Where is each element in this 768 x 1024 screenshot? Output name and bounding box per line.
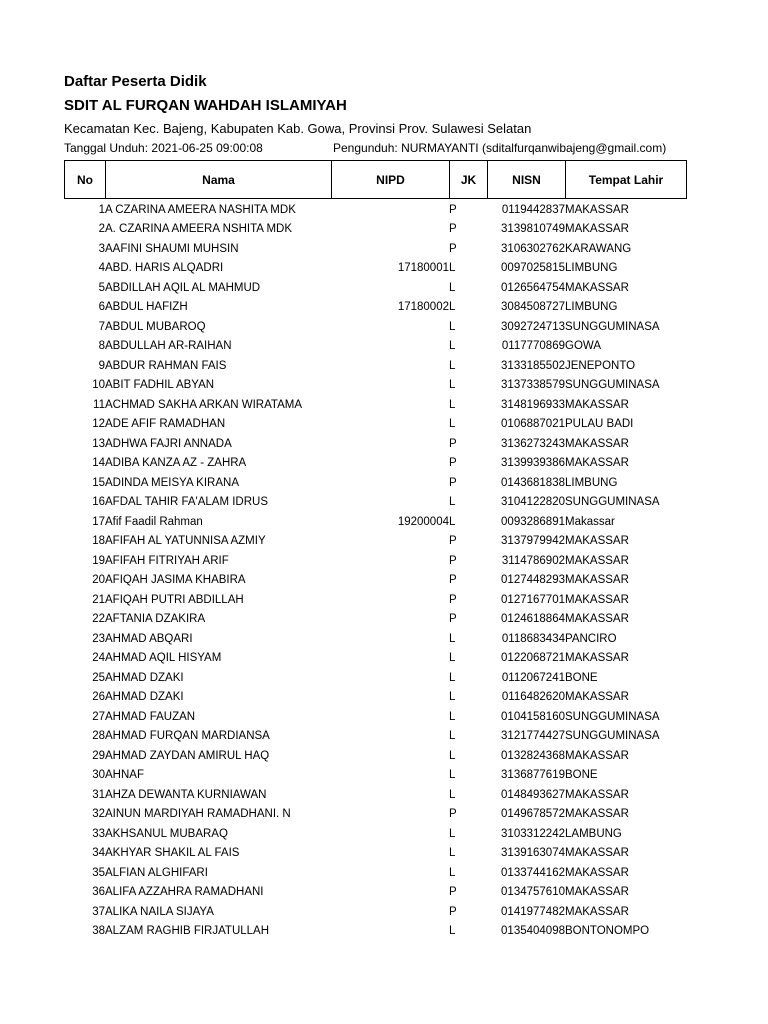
table-row [64,590,686,610]
student-nisn: 0112067241 [501,671,565,684]
student-table-body [64,200,686,941]
student-nipd [331,844,449,864]
header-tempat-lahir: Tempat Lahir [566,161,687,199]
student-gender: L [449,340,456,353]
table-row [64,629,686,649]
table-row [64,200,686,220]
student-birthplace: LAMBUNG [565,827,622,840]
table-row [64,532,686,552]
student-gender: L [449,671,456,684]
student-nisn: 0149678572 [501,808,565,821]
student-gender: L [449,281,456,294]
header-nipd: NIPD [332,161,450,199]
table-row [64,610,686,630]
student-name: AHMAD FURQAN MARDIANSA [105,730,270,743]
school-location: Kecamatan Kec. Bajeng, Kabupaten Kab. Gowa, Provinsi Prov. Sulawesi Selatan [64,121,532,136]
row-number: 27 [92,710,105,723]
student-gender: L [449,359,456,372]
student-gender: P [449,457,457,470]
row-number: 7 [98,320,105,333]
row-number: 28 [92,730,105,743]
student-name: AFIQAH PUTRI ABDILLAH [105,593,244,606]
student-nipd [331,532,449,552]
student-nisn: 0126564754 [501,281,565,294]
student-gender: L [449,730,456,743]
row-number: 2 [98,223,105,236]
student-name: ADHWA FAJRI ANNADA [105,437,232,450]
student-name: AKHYAR SHAKIL AL FAIS [105,847,240,860]
row-number: 22 [92,613,105,626]
student-nipd [331,902,449,922]
student-gender: L [449,847,456,860]
student-nisn: 3137338579 [501,379,565,392]
student-nisn: 0127448293 [501,574,565,587]
row-number: 17 [92,515,105,528]
student-nisn: 0118683434 [501,632,565,645]
row-number: 24 [92,652,105,665]
table-row [64,863,686,883]
row-number: 16 [92,496,105,509]
student-gender: L [449,301,456,314]
student-nipd [331,922,449,942]
student-nisn: 3148196933 [501,398,565,411]
student-nisn: 0119442837 [501,203,565,216]
student-gender: L [449,320,456,333]
student-nisn: 0133744162 [501,866,565,879]
student-nipd [331,200,449,220]
student-nipd [331,727,449,747]
table-row [64,571,686,591]
student-nipd [331,649,449,669]
row-number: 5 [98,281,105,294]
table-row [64,688,686,708]
student-name: AHMAD FAUZAN [105,710,196,723]
student-gender: L [449,925,456,938]
table-row [64,785,686,805]
student-birthplace: MAKASSAR [565,613,629,626]
student-birthplace: KARAWANG [565,242,632,255]
row-number: 23 [92,632,105,645]
student-nisn: 0104158160 [501,710,565,723]
student-gender: L [449,691,456,704]
row-number: 14 [92,457,105,470]
student-nipd [331,571,449,591]
student-birthplace: BONTONOMPO [565,925,650,938]
student-name: ALIFA AZZAHRA RAMADHANI [105,886,264,899]
student-birthplace: MAKASSAR [565,749,629,762]
student-name: ABDUL HAFIZH [105,301,188,314]
student-name: ALZAM RAGHIB FIRJATULLAH [105,925,270,938]
student-birthplace: MAKASSAR [565,223,629,236]
row-number: 34 [92,847,105,860]
student-nipd: 17180001 [397,262,449,275]
row-number: 26 [92,691,105,704]
student-nisn: 0116482620 [501,691,565,704]
student-name: ACHMAD SAKHA ARKAN WIRATAMA [105,398,303,411]
table-row [64,415,686,435]
student-birthplace: PANCIRO [565,632,617,645]
table-row [64,317,686,337]
table-row [64,454,686,474]
student-birthplace: BONE [565,769,598,782]
student-nisn: 3103312242 [501,827,565,840]
row-number: 19 [92,554,105,567]
student-gender: L [449,710,456,723]
student-nipd [331,688,449,708]
student-birthplace: SUNGGUMINASA [565,320,660,333]
student-birthplace: MAKASSAR [565,652,629,665]
student-birthplace: MAKASSAR [565,203,629,216]
student-nipd [331,785,449,805]
table-row [64,844,686,864]
row-number: 25 [92,671,105,684]
student-birthplace: LIMBUNG [565,301,618,314]
student-gender: L [449,398,456,411]
student-nisn: 0122068721 [501,652,565,665]
student-gender: P [449,223,457,236]
student-name: AHMAD AQIL HISYAM [105,652,222,665]
student-birthplace: MAKASSAR [565,886,629,899]
student-nipd [331,610,449,630]
table-row [64,356,686,376]
table-row [64,707,686,727]
student-name: AAFINI SHAUMI MUHSIN [105,242,239,255]
student-name: Afif Faadil Rahman [105,515,203,528]
table-row [64,668,686,688]
row-number: 32 [92,808,105,821]
student-gender: P [449,808,457,821]
student-name: ADINDA MEISYA KIRANA [105,476,239,489]
student-name: ADIBA KANZA AZ - ZAHRA [105,457,247,470]
student-nipd [331,668,449,688]
student-gender: L [449,788,456,801]
table-row [64,551,686,571]
student-gender: L [449,632,456,645]
student-name: AHMAD DZAKI [105,691,184,704]
student-birthplace: PULAU BADI [565,418,634,431]
student-nisn: 0135404098 [501,925,565,938]
student-gender: L [449,262,456,275]
student-birthplace: MAKASSAR [565,905,629,918]
student-name: A. CZARINA AMEERA NSHITA MDK [105,223,293,236]
table-row [64,805,686,825]
row-number: 8 [98,340,105,353]
row-number: 38 [92,925,105,938]
student-nipd [331,883,449,903]
row-number: 21 [92,593,105,606]
row-number: 20 [92,574,105,587]
row-number: 9 [98,359,105,372]
student-nipd: 17180002 [397,301,449,314]
student-nisn: 0148493627 [501,788,565,801]
student-name: AKHSANUL MUBARAQ [105,827,228,840]
student-nisn: 0143681838 [501,476,565,489]
student-name: ALFIAN ALGHIFARI [105,866,208,879]
student-gender: P [449,437,457,450]
student-nipd [331,766,449,786]
student-nisn: 0117770869 [501,340,565,353]
student-name: ABIT FADHIL ABYAN [105,379,215,392]
student-name: AHZA DEWANTA KURNIAWAN [105,788,267,801]
student-birthplace: MAKASSAR [565,535,629,548]
table-row [64,727,686,747]
student-nisn: 0141977482 [501,905,565,918]
student-name: AHMAD DZAKI [105,671,184,684]
student-nisn: 0097025815 [501,262,565,275]
student-nipd [331,337,449,357]
student-nisn: 3136273243 [501,437,565,450]
download-date: Tanggal Unduh: 2021-06-25 09:00:08 [64,141,263,155]
student-nipd: 19200004 [397,515,449,528]
student-birthplace: GOWA [565,340,601,353]
table-row [64,746,686,766]
student-nipd [331,434,449,454]
student-birthplace: MAKASSAR [565,808,629,821]
row-number: 1 [98,203,105,216]
student-nipd [331,220,449,240]
student-nisn: 3084508727 [501,301,565,314]
student-nipd [331,746,449,766]
student-birthplace: MAKASSAR [565,788,629,801]
student-nipd [331,376,449,396]
student-name: A CZARINA AMEERA NASHITA MDK [105,203,296,216]
table-row [64,649,686,669]
student-nipd [331,415,449,435]
header-row [65,161,687,199]
student-gender: P [449,613,457,626]
student-nipd [331,395,449,415]
student-gender: L [449,496,456,509]
student-nipd [331,863,449,883]
row-number: 4 [98,262,105,275]
student-nisn: 3092724713 [501,320,565,333]
header-nisn: NISN [488,161,566,199]
row-number: 35 [92,866,105,879]
table-row [64,512,686,532]
student-name: AHMAD ZAYDAN AMIRUL HAQ [105,749,270,762]
student-nisn: 0134757610 [501,886,565,899]
student-name: AFDAL TAHIR FA'ALAM IDRUS [105,496,269,509]
student-birthplace: SUNGGUMINASA [565,379,660,392]
student-birthplace: MAKASSAR [565,866,629,879]
student-nisn: 3133185502 [501,359,565,372]
table-row [64,239,686,259]
student-nisn: 3139163074 [501,847,565,860]
table-row [64,395,686,415]
student-gender: P [449,593,457,606]
student-nipd [331,590,449,610]
header-jk: JK [450,161,488,199]
student-name: ABDULLAH AR-RAIHAN [105,340,232,353]
table-row [64,376,686,396]
student-nisn: 3106302762 [501,242,565,255]
student-gender: P [449,476,457,489]
table-row [64,824,686,844]
row-number: 10 [92,379,105,392]
student-gender: L [449,652,456,665]
table-row [64,922,686,942]
student-nisn: 3136877619 [501,769,565,782]
row-number: 3 [98,242,105,255]
downloader-info: Pengunduh: NURMAYANTI (sditalfurqanwibajeng@gmail.com) [333,141,667,155]
table-row [64,337,686,357]
student-table [64,200,686,941]
student-nipd [331,317,449,337]
student-nisn: 3104122820 [501,496,565,509]
student-nisn: 0093286891 [501,515,565,528]
student-gender: P [449,535,457,548]
student-name: ABDUR RAHMAN FAIS [105,359,227,372]
student-nipd [331,805,449,825]
student-nipd [331,356,449,376]
student-gender: L [449,866,456,879]
student-nipd [331,239,449,259]
school-name: SDIT AL FURQAN WAHDAH ISLAMIYAH [64,97,347,114]
student-name: AFIQAH JASIMA KHABIRA [105,574,246,587]
student-nisn: 0127167701 [501,593,565,606]
student-name: AINUN MARDIYAH RAMADHANI. N [105,808,291,821]
student-nisn: 0124618864 [501,613,565,626]
student-name: ABDILLAH AQIL AL MAHMUD [105,281,261,294]
table-row [64,883,686,903]
student-nisn: 3137979942 [501,535,565,548]
student-gender: P [449,203,457,216]
student-nipd [331,473,449,493]
student-name: AFIFAH FITRIYAH ARIF [105,554,229,567]
student-birthplace: JENEPONTO [565,359,636,372]
student-birthplace: MAKASSAR [565,593,629,606]
student-gender: L [449,749,456,762]
student-name: ADE AFIF RAMADHAN [105,418,226,431]
student-gender: L [449,515,456,528]
student-nipd [331,551,449,571]
student-nisn: 3139810749 [501,223,565,236]
student-nisn: 0132824368 [501,749,565,762]
student-birthplace: BONE [565,671,598,684]
student-birthplace: SUNGGUMINASA [565,710,660,723]
student-gender: L [449,827,456,840]
table-row [64,278,686,298]
table-row [64,902,686,922]
student-nisn: 3121774427 [501,730,565,743]
student-birthplace: LIMBUNG [565,476,618,489]
student-nipd [331,493,449,513]
row-number: 30 [92,769,105,782]
student-birthplace: MAKASSAR [565,457,629,470]
row-number: 31 [92,788,105,801]
row-number: 12 [92,418,105,431]
table-row [64,434,686,454]
student-gender: L [449,379,456,392]
row-number: 29 [92,749,105,762]
row-number: 6 [98,301,105,314]
student-birthplace: LIMBUNG [565,262,618,275]
student-nipd [331,454,449,474]
student-gender: L [449,418,456,431]
student-gender: P [449,242,457,255]
row-number: 15 [92,476,105,489]
student-name: ALIKA NAILA SIJAYA [105,905,214,918]
student-birthplace: SUNGGUMINASA [565,730,660,743]
student-nipd [331,629,449,649]
student-nisn: 0106887021 [501,418,565,431]
table-row [64,259,686,279]
student-birthplace: MAKASSAR [565,847,629,860]
header-nama: Nama [106,161,332,199]
student-name: AHMAD ABQARI [105,632,193,645]
row-number: 18 [92,535,105,548]
student-birthplace: MAKASSAR [565,574,629,587]
row-number: 11 [93,398,105,411]
student-nisn: 3139939386 [501,457,565,470]
row-number: 36 [92,886,105,899]
student-gender: P [449,886,457,899]
student-gender: P [449,905,457,918]
row-number: 33 [92,827,105,840]
student-name: AFIFAH AL YATUNNISA AZMIY [105,535,266,548]
student-birthplace: SUNGGUMINASA [565,496,660,509]
student-birthplace: MAKASSAR [565,554,629,567]
student-nisn: 3114786902 [501,554,565,567]
student-nipd [331,707,449,727]
student-birthplace: MAKASSAR [565,437,629,450]
row-number: 37 [92,905,105,918]
document-title: Daftar Peserta Didik [64,73,207,90]
student-birthplace: MAKASSAR [565,398,629,411]
table-row [64,766,686,786]
row-number: 13 [92,437,105,450]
student-name: ABDUL MUBAROQ [105,320,206,333]
student-gender: P [449,574,457,587]
student-birthplace: MAKASSAR [565,281,629,294]
student-name: ABD. HARIS ALQADRI [105,262,224,275]
table-row [64,220,686,240]
table-row [64,493,686,513]
student-birthplace: Makassar [565,515,615,528]
student-nipd [331,824,449,844]
student-gender: P [449,554,457,567]
table-header [64,160,687,199]
table-row [64,298,686,318]
student-nipd [331,278,449,298]
student-gender: L [449,769,456,782]
student-name: AFTANIA DZAKIRA [105,613,206,626]
student-birthplace: MAKASSAR [565,691,629,704]
student-name: AHNAF [105,769,144,782]
table-row [64,473,686,493]
header-no: No [65,161,106,199]
